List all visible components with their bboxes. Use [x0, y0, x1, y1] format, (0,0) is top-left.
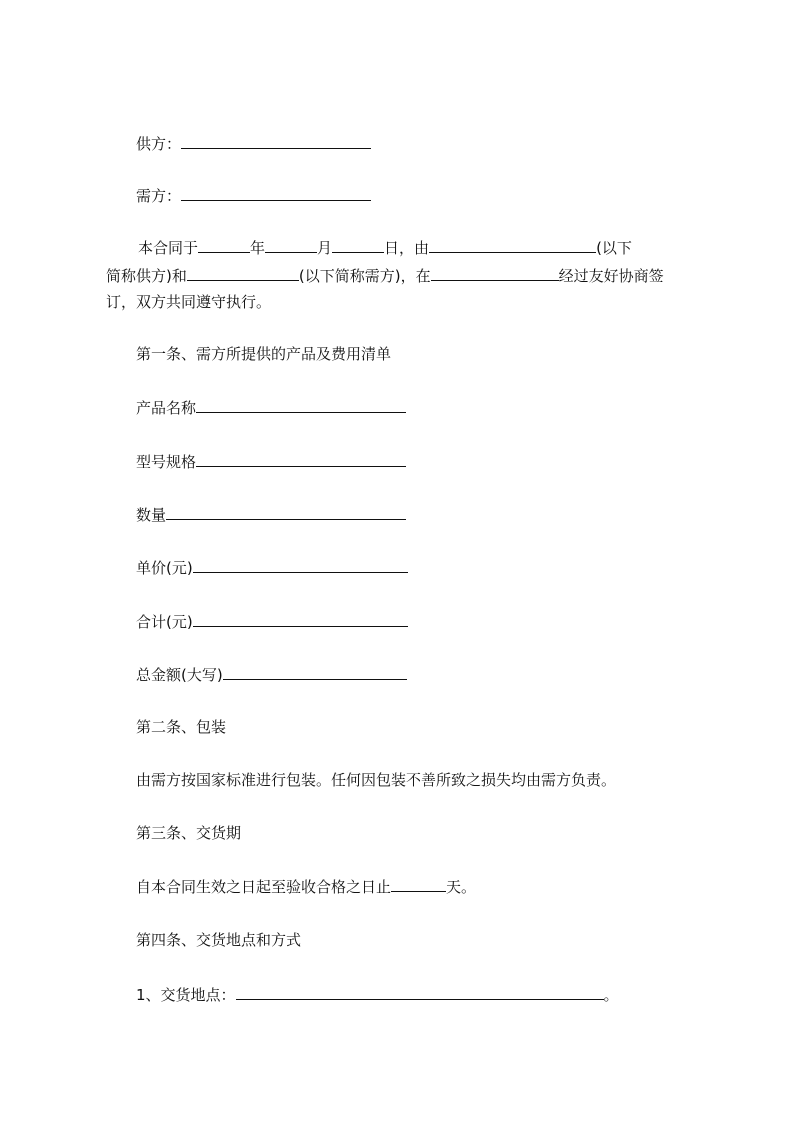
product-name-line	[136, 397, 406, 417]
intro-text-3: 订，双方共同遵守执行。	[106, 293, 272, 311]
unit-price-blank[interactable]	[193, 557, 408, 573]
intro-month: 月	[317, 239, 333, 257]
article4-title-text: 第四条、交货地点和方式	[136, 931, 302, 949]
intro-year: 年	[250, 239, 266, 257]
supplier-line	[136, 133, 371, 153]
intro-day: 日，由	[384, 239, 430, 257]
intro-line-1	[138, 237, 632, 257]
intro-line-3	[106, 292, 271, 312]
article3-body-after: 天。	[446, 878, 477, 896]
article1-title	[136, 344, 391, 364]
quantity-blank[interactable]	[166, 504, 406, 520]
party-b-blank[interactable]	[187, 265, 299, 281]
subtotal-blank[interactable]	[193, 611, 408, 627]
article2-body-text: 由需方按国家标准进行包装。任何因包装不善所致之损失均由需方负责。	[136, 771, 617, 789]
product-name-blank[interactable]	[196, 397, 406, 413]
article3-title-text: 第三条、交货期	[136, 824, 242, 842]
article3-body-before: 自本合同生效之日起至验收合格之日止	[136, 878, 392, 896]
month-blank[interactable]	[265, 237, 317, 253]
intro-line-2	[106, 265, 664, 285]
party-a-blank[interactable]	[429, 237, 596, 253]
article2-title-text: 第二条、包装	[136, 718, 227, 736]
delivery-place-end: 。	[603, 986, 619, 1004]
article1-title-text: 第一条、需方所提供的产品及费用清单	[136, 345, 392, 363]
day-blank[interactable]	[332, 237, 384, 253]
article3-title	[136, 823, 241, 843]
intro-text-2b: (以下简称需方)，在	[298, 267, 431, 285]
intro-text-2c: 经过友好协商签	[558, 267, 664, 285]
delivery-place-line	[136, 984, 619, 1004]
intro-text-2a: 简称供方)和	[106, 267, 187, 285]
delivery-days-blank[interactable]	[391, 876, 446, 892]
buyer-blank[interactable]	[181, 185, 371, 201]
year-blank[interactable]	[198, 237, 250, 253]
delivery-place-blank[interactable]	[236, 984, 604, 1000]
intro-after-by: (以下	[596, 239, 632, 257]
subtotal-line	[136, 611, 408, 631]
article2-title	[136, 717, 226, 737]
model-spec-label: 型号规格	[136, 453, 197, 471]
quantity-label: 数量	[136, 506, 167, 524]
supplier-blank[interactable]	[181, 133, 371, 149]
model-spec-blank[interactable]	[196, 451, 406, 467]
supplier-label: 供方：	[136, 135, 182, 153]
article2-body	[136, 770, 616, 790]
model-spec-line	[136, 451, 406, 471]
article3-body	[136, 876, 476, 896]
unit-price-line	[136, 557, 408, 577]
intro-text-1: 本合同于	[138, 239, 199, 257]
buyer-line	[136, 185, 371, 205]
delivery-place-label: 1、交货地点：	[136, 986, 236, 1004]
subtotal-label: 合计(元)	[136, 613, 193, 631]
buyer-label: 需方：	[136, 187, 182, 205]
unit-price-label: 单价(元)	[136, 559, 193, 577]
total-amount-blank[interactable]	[223, 664, 407, 680]
total-amount-label: 总金额(大写)	[136, 666, 223, 684]
article4-title	[136, 930, 301, 950]
quantity-line	[136, 504, 406, 524]
total-amount-line	[136, 664, 407, 684]
product-name-label: 产品名称	[136, 399, 197, 417]
place-blank[interactable]	[431, 265, 559, 281]
